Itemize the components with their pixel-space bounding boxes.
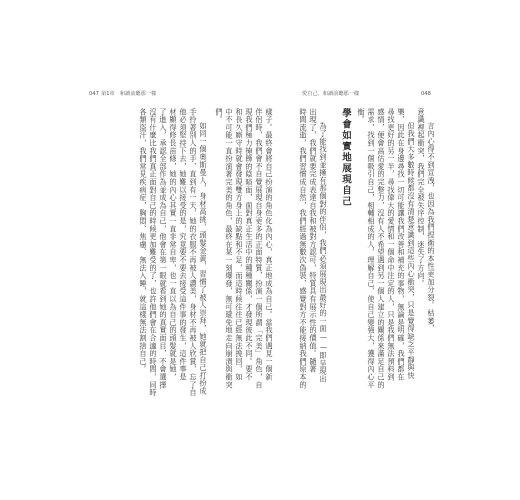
text-column: 但我們大多數時候都沒有清楚意識到這些內心衝突，只是覺得缺乏平靜與快 bbox=[407, 122, 416, 380]
text-column: 手拎著別人的手，直到有一天，她的衣服不再被人讚美，身材不再被人欣賞，忘了自 bbox=[189, 108, 198, 397]
text-column: 伴侶時，我們會不自覺展現自身更多的正面特質，扮演一個所謂「完美」角色，自 bbox=[255, 108, 264, 389]
left-running-head-text: 第1章 和讀前聽那一樣 bbox=[101, 91, 157, 97]
text-column: 尋找更好的另一半，尋找偉大的愛情和一個命中注定的人，只是我們無法預料到 bbox=[387, 108, 396, 381]
text-column: 中不可能一直扮演著完美的角色，最終在某一刻爆發，無可避免地走向崩潰與衝突 bbox=[225, 108, 234, 389]
text-column: 樂，因此在身邊尋找一切可能讓我們改善和補充的事物，無論是明確，我們都在 bbox=[397, 108, 406, 381]
right-page-number: 048 bbox=[421, 91, 431, 97]
text-column: 言內心得不到宣洩，也因為我們捏衛的本性更加分裂。枯萎， bbox=[427, 122, 436, 333]
left-page-body bbox=[74, 108, 274, 418]
text-column: 他必須堅持下去，她難以接受的是，究竟要不要去接受這件事的發生，這件事是 bbox=[179, 108, 188, 381]
text-column: 各類盜汗，我們常見疾病症，胸悶、焦慮、無法入睡，就這樣無法割捨自己。 bbox=[139, 108, 148, 374]
text-column: 們。 bbox=[215, 108, 224, 124]
section-heading: 學會如實地展現自己 bbox=[340, 108, 351, 207]
text-column: 材顯得修長苗條，她的內心其實一直非常自卑，也一直以為自己的頭髮就是她， bbox=[169, 108, 178, 381]
text-column: 和長久廝守時就會發現雙方身上的缺點和不足，而這時候往往已經無法挽回，如 bbox=[235, 108, 244, 381]
text-column: 感情，便會高估愛的完整力，沒有人不希望遇到另一個人建立的關係來滿足自己的 bbox=[377, 108, 386, 389]
left-page-number: 047 bbox=[89, 91, 99, 97]
text-column: 了進入，承認全部作為並成為自己，他會在第一眼就看到她的真實面目，不會選擇 bbox=[159, 108, 168, 389]
text-column: 意識裡起衝突，我們完全被失序控制，迷失了方向。 bbox=[417, 108, 426, 288]
left-running-head bbox=[89, 91, 156, 98]
text-column: 樣子。最終會將自己扮演的角色化為內心，真正地成為自己。當我們遇見一個新 bbox=[265, 108, 274, 381]
text-column: 需求，找到一個吸引自己，相輔相成的人，理解自己，使自己變強大，獲得內心平 bbox=[367, 108, 376, 389]
right-page-body bbox=[286, 108, 436, 418]
text-column: 為了能找到並擁有那個對的伴侶，我們必須展現出最好的一面——即呈現出 bbox=[319, 122, 328, 383]
text-column: 如同一個奧斯曼人，身材高挑，頭髮金黃，習慣了被人崇拜，她就把自己打扮成 bbox=[199, 122, 208, 395]
text-column: 現我們極力掩飾的陰暗面，面對真正生活中的種種關係，才發現彼此不同。要不 bbox=[245, 108, 254, 381]
text-column: 沒有什麼比我們真正面對自己的時候更加難受的了，也許他們會在合適的時間，同時 bbox=[149, 108, 158, 397]
text-column: 出現了，我們就要完成表達自我和被對方認可，特質具有展示性的價值。隨著 bbox=[309, 108, 318, 374]
text-column: 時間流逝，我們習慣成自然，我們經過無數次偽裝，感覺對方不能接納我們原本的 bbox=[299, 108, 308, 389]
text-column: 衡。 bbox=[357, 108, 366, 124]
right-running-head: 愛自己，和讀前聽那一樣 bbox=[302, 91, 360, 97]
